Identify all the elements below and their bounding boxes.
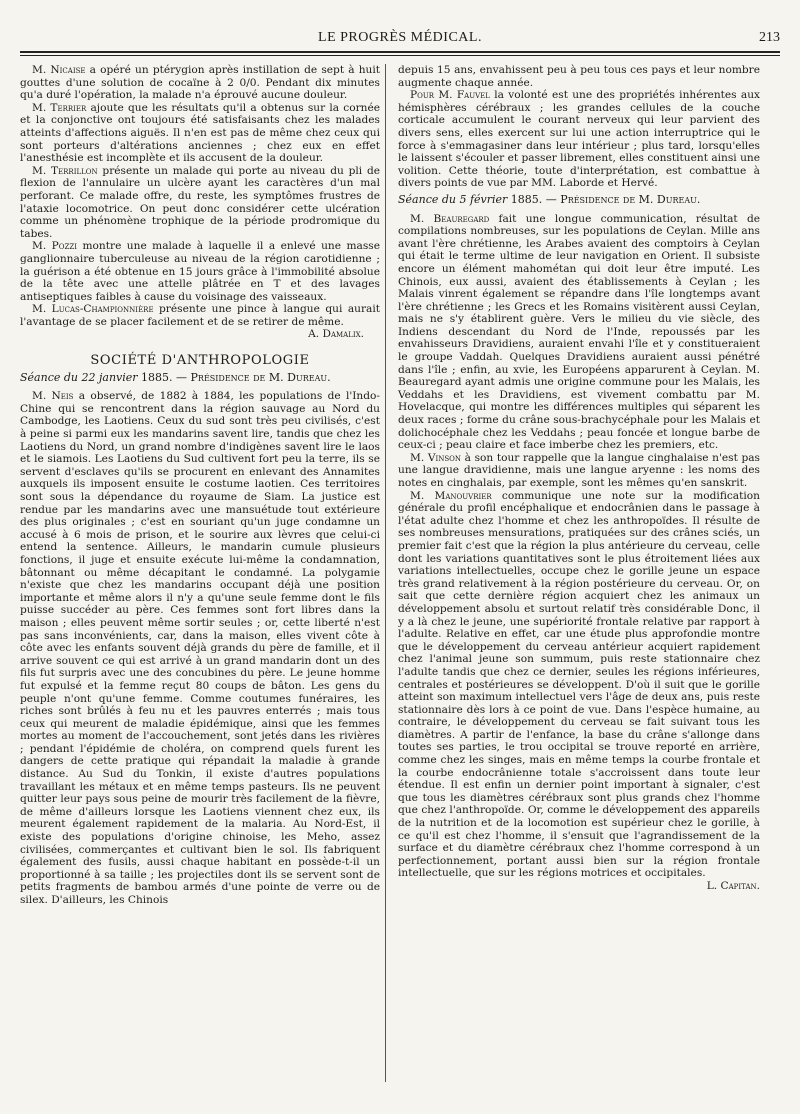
- page-number: 213: [759, 30, 780, 45]
- right-column: [398, 64, 760, 893]
- paragraph-text: communique une note sur la modification générale du profil encéphalique et endocrânien dans le passage à l'état adulte chez l'homme et chez les anthropoïdes. Il résulte de ses nombreuses mensurations, pratiquées sur des crânes sciés, un premier fait c'est que la région la plus antérieure du cerveau, celle dont les variations quantitatives sont le plus étroitement liées aux variations intellectuelles, occupe chez le gorille jeune un espace très grand relativement à la région postérieure du cerveau. Or, on sait que cette dernière région acquiert chez les animaux un développement absolu et surtout relatif très considérable Donc, il y a là chez le jeune, une supériorité frontale relative par rapport à l'adulte. Relative en effet, car une étude plus approfondie montre que le développement du cerveau antérieur acquiert rapidement chez l'animal jeune son summum, puis reste stationnaire chez l'adulte tandis que chez ce dernier, seules les régions inférieures, centrales et postérieures se développent. D'où il suit que le gorille atteint son maximum intellectuel vers l'âge de deux ans, puis reste stationnaire dès lors à ce point de vue. Dans l'espèce humaine, au contraire, le développement du cerveau se fait suivant tous les diamètres. A partir de l'enfance, la base du crâne s'allonge dans toutes ses parties, le trou occipital se trouve reporté en arrière, comme chez les singes, mais en même temps la courbe frontale et la courbe endocrânienne totale s'accroissent dans toute leur étendue. Il est enfin un dernier point important à signaler, c'est que tous les diamètres cérébraux sont plus grands chez l'homme que chez l'anthropoïde. Or, comme le développement des appareils de la nutrition et de la locomotion est supérieur chez le gorille, à ce qu'il est chez l'homme, il s'ensuit que l'agrandissement de la surface et du diamètre cérébraux chez l'homme correspond à un perfectionnement, portant aussi bien sur la région frontale intellectuelle, que sur les régions motrices et occipitales.: [398, 489, 760, 880]
- seance-date: Séance du 5 février: [398, 192, 508, 206]
- speaker-name: M. Vinson: [410, 451, 462, 464]
- seance-year: 1885. —: [137, 370, 191, 384]
- speaker-name: Pour M. Fauvel: [410, 89, 490, 102]
- paragraph-fauvel: [398, 89, 760, 190]
- header-rule-thick: [20, 51, 780, 53]
- paragraph-text: montre une malade à laquelle il a enlevé une masse ganglionnaire tuberculeuse au niveau de la région carotidienne ; la guérison a été obtenue en 15 jours grâce à l'immobilité absolue de la tête avec une attelle plâtrée en T et des lavages antiseptiques faibles à cause du voisinage des vaisseaux.: [20, 240, 380, 303]
- paragraph-neis: [20, 390, 380, 906]
- speaker-name: M. Nicaise: [32, 64, 86, 76]
- paragraph-lucas-championniere: [20, 303, 380, 328]
- seance-date: Séance du 22 janvier: [20, 370, 138, 384]
- speaker-name: M. Terrier: [32, 101, 87, 114]
- header-rule-thin: [20, 55, 780, 56]
- speaker-name: M. Terrillon: [32, 164, 98, 177]
- paragraph-beauregard: [398, 213, 760, 452]
- paragraph-nicaise: [20, 64, 380, 102]
- paragraph-text: ajoute que les résultats qu'il a obtenus sur la cornée et la conjonctive ont toujours été satisfaisants chez les malades atteints d'affections aiguës. Il n'en est pas de même chez ceux qui sont porteurs d'altérations anciennes ; chez eux en effet l'anesthésie est incomplète et ils accusent de la douleur.: [20, 101, 380, 165]
- paragraph-text: présente une pince à langue qui aurait l'avantage de se placer facilement et de se retirer de même.: [20, 303, 380, 328]
- left-column: [20, 64, 380, 907]
- paragraph-text: a opéré un ptérygion après instillation de sept à huit gouttes d'une solution de cocaïne à 2 0/0. Pendant dix minutes qu'a duré l'opération, la malade n'a éprouvé aucune douleur.: [20, 64, 380, 102]
- paragraph-terrier: [20, 102, 380, 165]
- signature-damalix: A. Damalix.: [308, 328, 364, 341]
- paragraph-text: à son tour rappelle que la langue cinghalaise n'est pas une langue dravidienne, mais une langue aryenne : les noms des notes en cinghalais, par exemple, sont les mêmes qu'en sanskrit.: [398, 451, 760, 489]
- signature-capitan: L. Capitan.: [706, 880, 760, 892]
- paragraph-text: fait une longue communication, résultat de compilations nombreuses, sur les populations de Ceylan. Mille ans avant l'ère chrétienne, les Arabes avaient des comptoirs à Ceylan qui était le terme ultime de leur navigation en Orient. Il subsiste encore un élément mahométan qui doit leur être imputé. Les Chinois, eux aussi, avaient des établissements à Ceylan ; les Malais vinrent également se répandre dans l'île longtemps avant l'ère chrétienne ; les Grecs et les Romains visitèrent aussi Ceylan, mais ne s'y établirent guère. Vers le milieu du vie siècle, des Indiens descendant du Nord de l'Inde, repoussés par les envahisseurs Dravidiens, auraient envahi l'île et y constitueraient le groupe Vaddah. Quelques Dravidiens auraient aussi pénétré dans l'île ; enfin, au xvie, les Européens apparurent à Ceylan. M. Beauregard ayant admis une origine commune pour les Malais, les Veddahs et les Dravidiens, est vivement combattu par M. Hovelacque, qui montre les différences multiples qui séparent les deux races ; forme du crâne sous-brachycéphale pour les Malais et dolichocéphale chez les Veddahs ; peau foncée et longue barbe de ceux-ci ; peau claire et face imberbe chez les premiers, etc.: [398, 212, 760, 452]
- speaker-name: M. Beauregard: [410, 212, 490, 225]
- speaker-name: M. Lucas-Championnière: [32, 303, 154, 316]
- seance-heading-2: [398, 194, 760, 207]
- speaker-name: M. Neis: [32, 390, 74, 403]
- seance-heading: [20, 372, 380, 385]
- seance-year: 1885. —: [507, 192, 561, 206]
- paragraph-pozzi: [20, 240, 380, 303]
- paragraph-continued: depuis 15 ans, envahissent peu à peu tous ces pays et leur nombre augmente chaque année.: [398, 64, 760, 89]
- column-divider: [385, 64, 386, 1082]
- paragraph-vinson: [398, 452, 760, 490]
- page-header: [20, 30, 780, 48]
- seance-presidence: Présidence de M. Dureau.: [190, 370, 331, 384]
- speaker-name: M. Manouvrier: [410, 489, 492, 502]
- seance-presidence: Présidence de M. Dureau.: [560, 192, 701, 206]
- paragraph-terrillon: [20, 165, 380, 241]
- paragraph-text: a observé, de 1882 à 1884, les populations de l'Indo-Chine qui se rencontrent dans la région sauvage au Nord du Cambodge, les Laotiens. Ceux du sud sont très peu civilisés, c'est à peine si parmi eux les mandarins savent lire, tandis que chez les Laotiens du Nord, un grand nombre d'indigènes savent lire le laos et le siamois. Les Laotiens du Sud cultivent fort peu la terre, ils se servent d'esclaves qu'ils se procurent en enlevant des Annamites auxquels ils imposent ensuite le costume laotien. Ces territoires sont sous la dépendance du royaume de Siam. La justice est rendue par les mandarins avec une mansuétude tout extérieure des plus originales ; c'est en souriant qu'un juge condamne un accusé à 6 mois de prison, et le sourire aux lèvres que celui-ci entend la sentence. Ailleurs, le mandarin cumule plusieurs fonctions, il juge et ensuite exécute lui-même la condamnation, bâtonnant ou même décapitant le condamné. La polygamie n'existe que chez les mandarins occupant déjà une position importante et même alors il n'y a qu'une seule femme dont le fils puisse succéder au père. Ces femmes sont fort libres dans la maison ; elles peuvent même sortir seules ; or, cette liberté n'est pas sans inconvénients, car, dans la maison, elles vivent côte à côte avec les enfants souvent déjà grands du père de famille, et il arrive souvent ce qui est arrivé à un grand mandarin dont un des fils fut surpris avec une des concubines du père. Le jeune homme fut expulsé et la femme reçut 80 coups de bâton. Les gens du peuple n'ont qu'une femme. Comme coutumes funéraires, les riches sont brûlés à feu nu et les pauvres enterrés ; mais tous ceux qui meurent de maladie épidémique, ainsi que les femmes mortes au moment de l'accouchement, sont jetés dans les rivières ; pendant l'épidémie de choléra, on comprend quels furent les dangers de cette pratique qui répandait la maladie à grande distance. Au Sud du Tonkin, il existe d'autres populations travaillant les métaux et en même temps pasteurs. Ils ne peuvent quitter leur pays sous peine de mourir très facilement de la fièvre, de même d'ailleurs lorsque les Laotiens viennent chez eux, ils meurent également rapidement de la malaria. Au Nord-Est, il existe des populations d'origine chinoise, les Meho, assez civilisées, commerçantes et cultivant bien le sol. Ils fabriquent également des fusils, aussi chaque habitant en possède-t-il un proportionné à sa taille ; les projectiles dont ils se servent sont de petits fragments de bambou armés d'une pointe de verre ou de silex. D'ailleurs, les Chinois: [20, 390, 380, 906]
- paragraph-manouvrier: [398, 489, 760, 892]
- journal-title: LE PROGRÈS MÉDICAL.: [318, 30, 482, 45]
- speaker-name: M. Pozzi: [32, 240, 78, 253]
- paragraph-text: la volonté est une des propriétés inhérentes aux hémisphères cérébraux ; les grandes cellules de la couche corticale accumulent le courant nerveux qui leur parvient des divers sens, elles exercent sur lui une action interruptrice qui le force à s'emmagasiner dans leur intérieur ; plus tard, lorsqu'elles le laissent s'écouler et passer librement, elles constituent ainsi une volition. Cette théorie, toute d'interprétation, est combattue à divers points de vue par MM. Laborde et Hervé.: [398, 89, 761, 190]
- section-title: SOCIÉTÉ D'ANTHROPOLOGIE: [90, 353, 310, 369]
- paragraph-text: présente un malade qui porte au niveau du pli de flexion de l'annulaire un ulcère ayant les caractères d'un mal perforant. Ce malade offre, du reste, les symptômes frustres de l'ataxie locomotrice. On peut donc considérer cette ulcération comme un phénomène trophique de la période prodromique du tabes.: [20, 164, 380, 240]
